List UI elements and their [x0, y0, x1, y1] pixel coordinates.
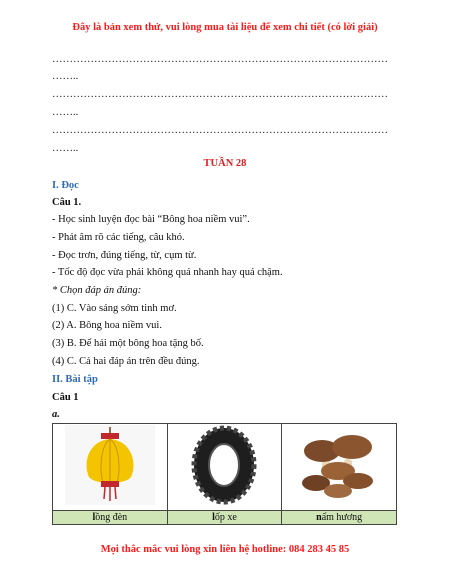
section-reading-heading: I. Đọc	[52, 180, 79, 191]
reading-item: - Tốc độ đọc vừa phải không quá nhanh hay quá chậm.	[52, 267, 283, 278]
answer-line-1-end: ……..	[52, 71, 79, 82]
answer-line-1: ……………………………………………………………………………………	[52, 54, 388, 65]
picture-label-lantern: lồng đèn	[53, 511, 168, 525]
picture-label-mushroom: nấm hương	[282, 511, 397, 525]
question-1b-title: Câu 1	[52, 392, 79, 403]
question-1-title: Câu 1.	[52, 197, 82, 208]
reading-item: - Học sinh luyện đọc bài “Bông hoa niềm vui”.	[52, 214, 250, 225]
picture-cell	[167, 424, 282, 511]
choose-answer-label: * Chọn đáp án đúng:	[52, 285, 142, 296]
answer-line-2: ……………………………………………………………………………………	[52, 89, 388, 100]
preview-watermark: Đây là bản xem thử, vui lòng mua tài liệu để xem chi tiết (có lời giải)	[72, 22, 378, 33]
tire-icon	[184, 425, 264, 505]
lantern-icon	[65, 425, 155, 505]
picture-table	[52, 423, 397, 525]
reading-item: - Đọc trơn, đúng tiếng, từ, cụm từ.	[52, 250, 197, 261]
picture-label-tire: lốp xe	[167, 511, 282, 525]
answer-line-3-end: ……..	[52, 143, 79, 154]
answer-line-2-end: ……..	[52, 107, 79, 118]
mushroom-icon	[294, 425, 384, 505]
answer-item: (3) B. Để hái một bông hoa tặng bố.	[52, 338, 204, 349]
answer-item: (1) C. Vào sáng sớm tinh mơ.	[52, 303, 177, 314]
week-title: TUẦN 28	[203, 158, 247, 169]
part-a-label: a.	[52, 409, 60, 420]
answer-item: (4) C. Cả hai đáp án trên đều đúng.	[52, 356, 200, 367]
hotline-footer: Mọi thắc mắc vui lòng xin liên hệ hotline: 084 283 45 85	[100, 544, 350, 555]
picture-cell	[282, 424, 397, 511]
picture-cell	[53, 424, 168, 511]
answer-line-3: ……………………………………………………………………………………	[52, 125, 388, 136]
answer-item: (2) A. Bông hoa niềm vui.	[52, 320, 162, 331]
reading-item: - Phát âm rõ các tiếng, câu khó.	[52, 232, 185, 243]
section-exercise-heading: II. Bài tập	[52, 374, 98, 385]
